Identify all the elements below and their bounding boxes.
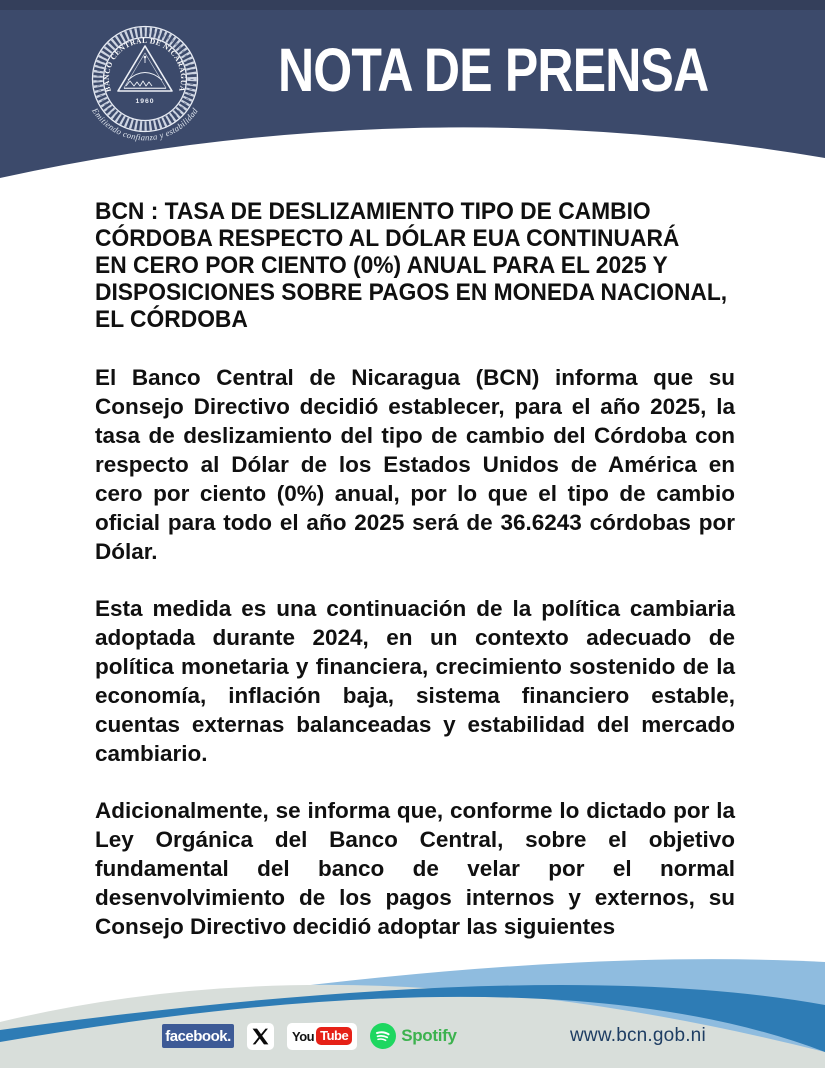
youtube-tube-label: Tube	[316, 1027, 352, 1045]
headline-line: EL CÓRDOBA	[95, 306, 248, 333]
paragraph: Adicionalmente, se informa que, conforme lo dictado por la Ley Orgánica del Banco Central, sobre el objetivo fundamental del banco de velar por el normal desenvolvimiento de los pagos internos y externos, su Consejo Directivo decidió adoptar las siguientes	[95, 798, 735, 939]
facebook-icon[interactable]	[162, 1024, 234, 1048]
headline-line: BCN : TASA DE DESLIZAMIENTO TIPO DE CAMBIO	[95, 198, 651, 225]
paragraph: Esta medida es una continuación de la política cambiaria adoptada durante 2024, en un contexto adecuado de política monetaria y financiera, crecimiento sostenido de la economía, inflación baja, sistema financiero estable, cuentas externas balanceadas y estabilidad del mercado cambiario.	[95, 596, 735, 766]
headline-line: CÓRDOBA RESPECTO AL DÓLAR EUA CONTINUARÁ	[95, 225, 680, 252]
seal-ring-text: BANCO CENTRAL DE NICARAGUA	[101, 35, 189, 93]
footer-band	[0, 936, 825, 1068]
header-curve-decoration	[0, 0, 825, 192]
facebook-label: facebook.	[165, 1027, 231, 1045]
headline	[95, 198, 728, 333]
x-twitter-icon[interactable]	[247, 1023, 274, 1050]
seal-motto: Emitiendo confianza y estabilidad	[90, 105, 200, 143]
x-glyph	[251, 1027, 270, 1046]
spotify-glyph	[370, 1023, 396, 1049]
social-links-row	[162, 1021, 457, 1051]
seal-year: 1960	[135, 98, 155, 105]
header-band	[0, 0, 825, 192]
youtube-you-label: You	[292, 1028, 315, 1044]
website-link[interactable]: www.bcn.gob.ni	[570, 1025, 706, 1046]
spotify-label: Spotify	[401, 1026, 457, 1045]
headline-line: DISPOSICIONES SOBRE PAGOS EN MONEDA NACIONAL,	[95, 279, 728, 306]
headline-line: EN CERO POR CIENTO (0%) ANUAL PARA EL 2025 Y	[95, 252, 668, 279]
document-body	[95, 192, 735, 969]
youtube-icon[interactable]	[287, 1023, 357, 1050]
page-title: NOTA DE PRENSA	[278, 36, 709, 104]
paragraph: El Banco Central de Nicaragua (BCN) informa que su Consejo Directivo decidió establecer, para el año 2025, la tasa de deslizamiento del tipo de cambio del Córdoba con respecto al Dólar de los Estados Unidos de América en cero por ciento (0%) anual, por lo que el tipo de cambio oficial para todo el año 2025 será de 36.6243 córdobas por Dólar.	[95, 365, 735, 564]
spotify-icon[interactable]	[370, 1023, 457, 1049]
